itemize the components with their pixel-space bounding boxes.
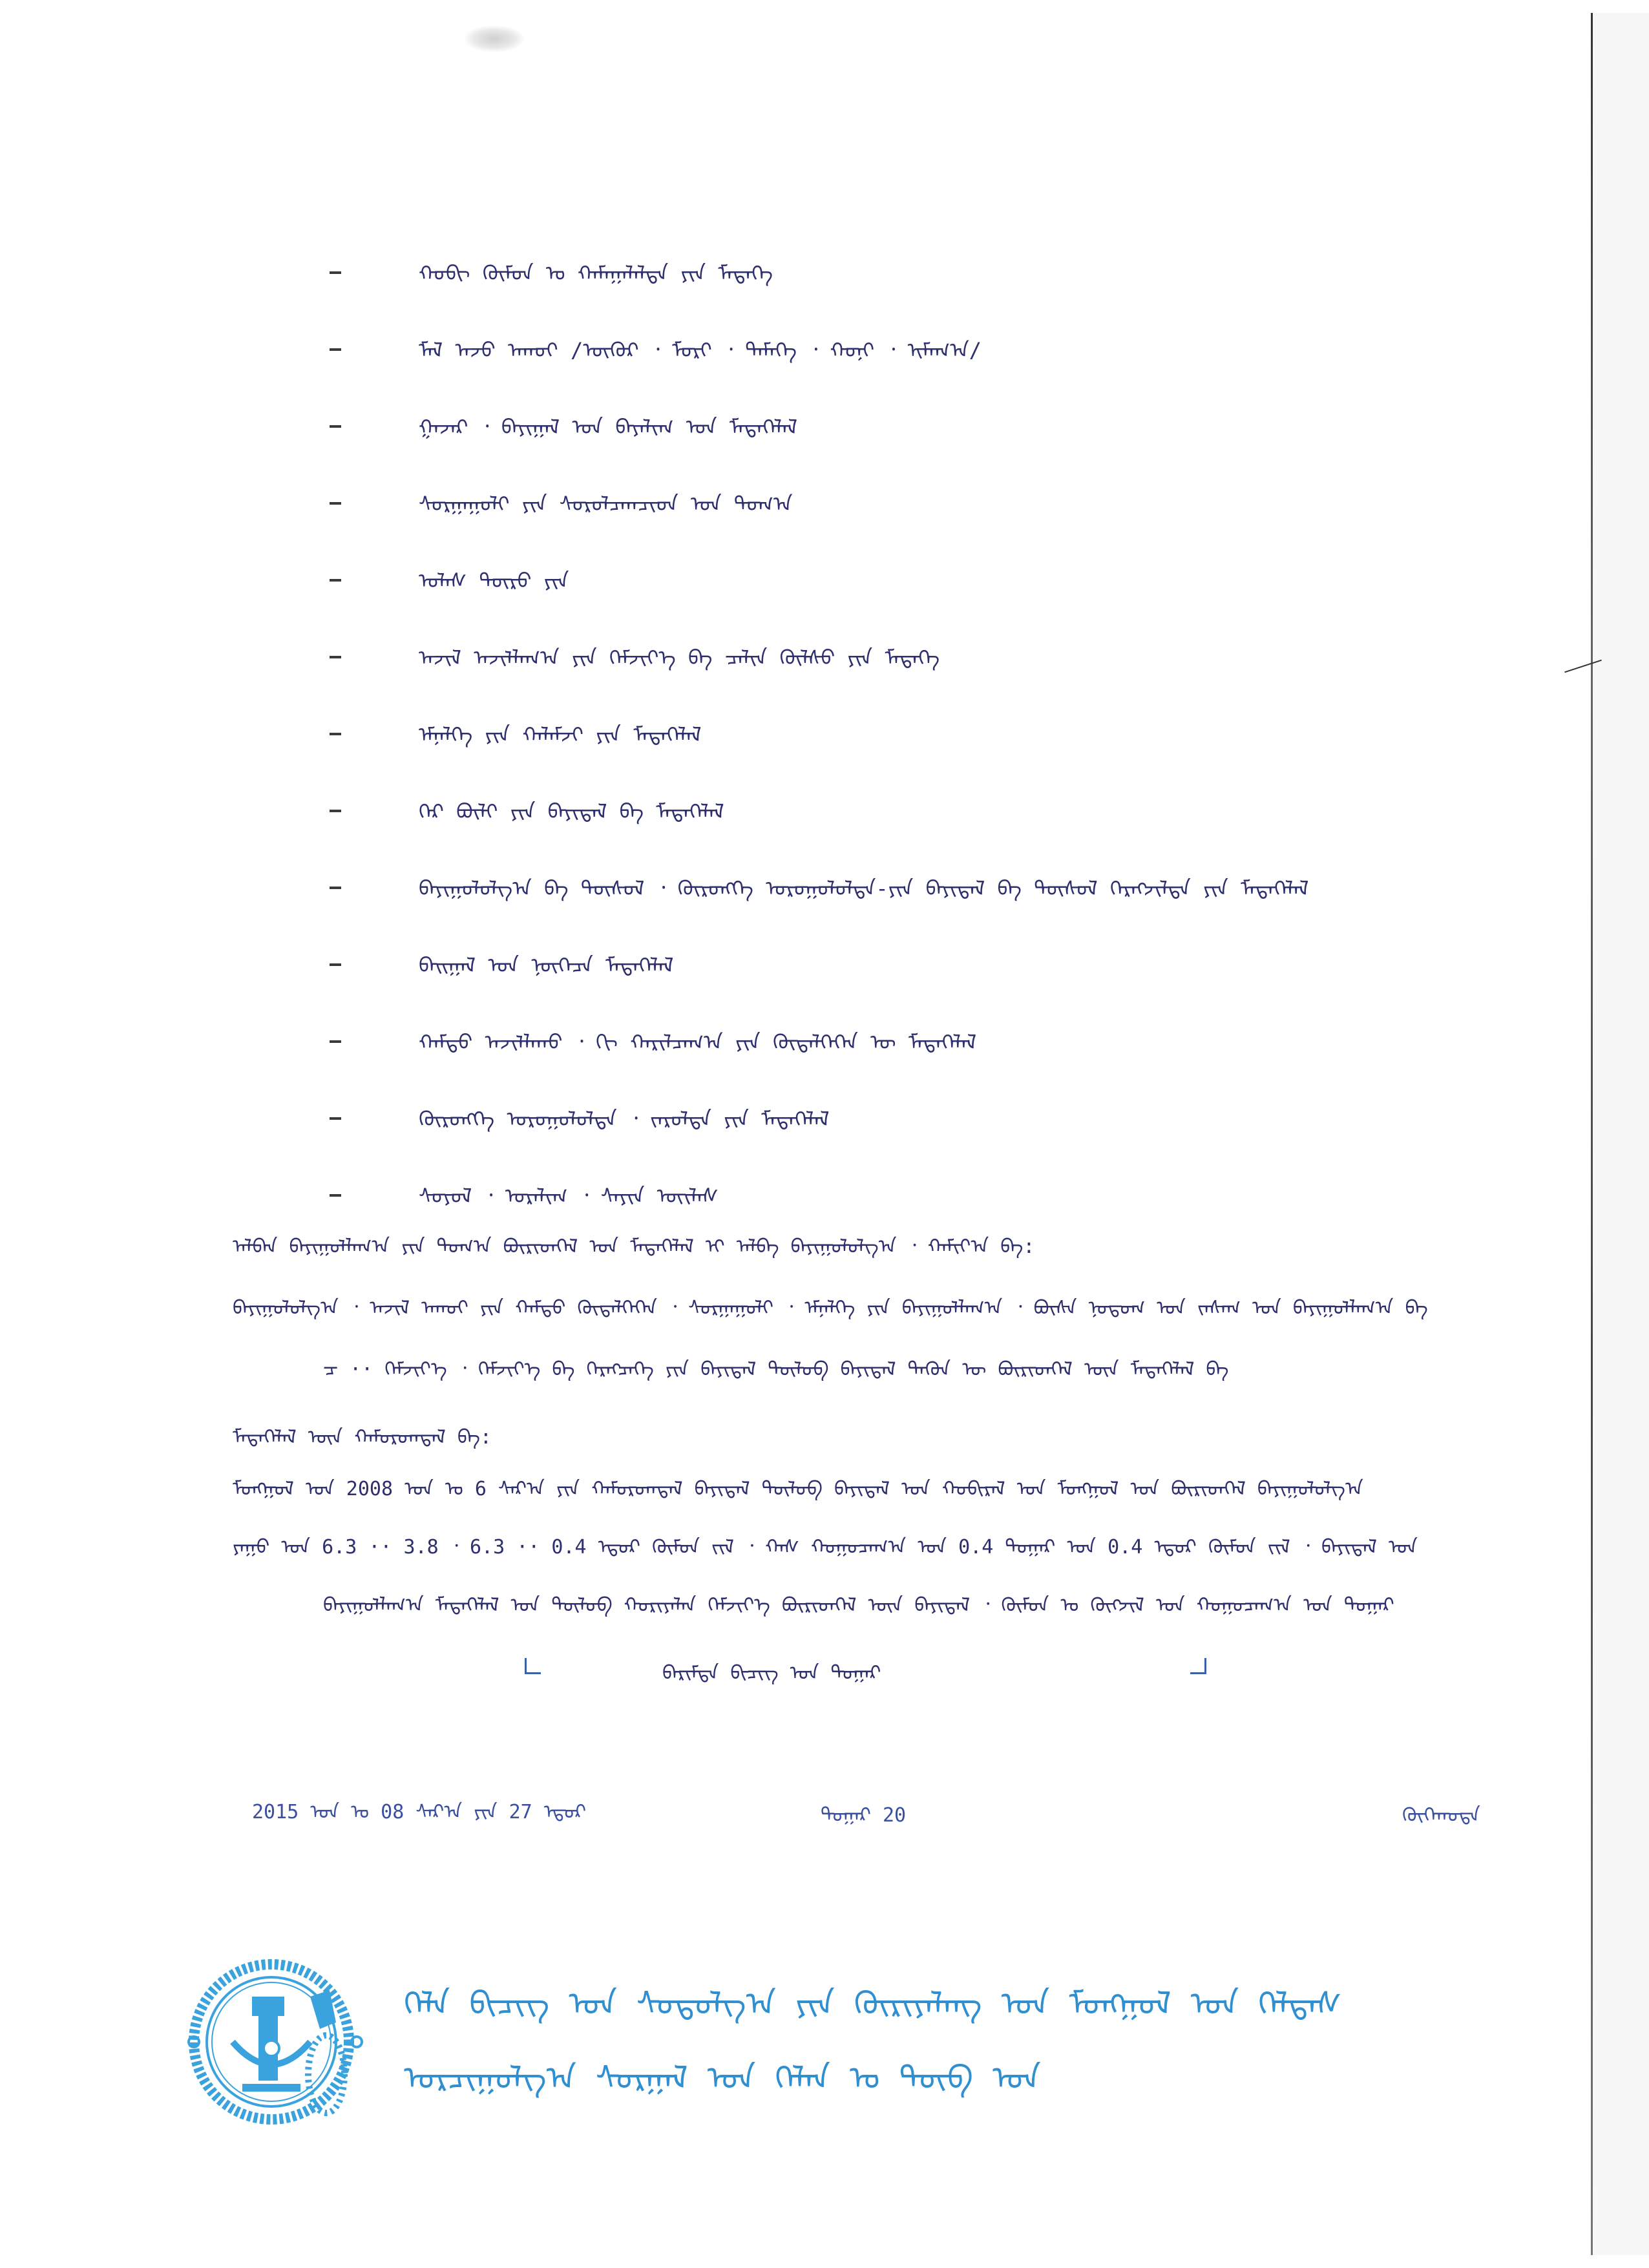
list-item (323, 310, 1551, 386)
list-item (323, 925, 1551, 1002)
dash-bullet-icon (330, 963, 341, 966)
list-item (323, 848, 1551, 925)
list-item-text: ᠪᠠᠢᠭᠠᠯ ᠤᠨ ᠨᠥᠭᠡᠴᠡ ᠮᠡᠳᠡᠭᠡᠯᠡᠯ (419, 953, 674, 978)
document-place: ᠬᠥᠬᠡᠬᠣᠲᠠ (1402, 1804, 1480, 1827)
list-item (323, 386, 1551, 463)
dash-bullet-icon (330, 733, 341, 735)
list-item (323, 233, 1551, 310)
dash-bullet-icon (330, 502, 341, 505)
paragraph-2-heading: ᠮᠡᠳᠡᠭᠡᠯᠡᠯ ᠦᠨ ᠬᠠᠮᠤᠷᠤᠭᠳᠠᠯ ᠪᠠ: (233, 1426, 492, 1449)
list-item (323, 540, 1551, 617)
list-item-text: ᠬᠤᠪᠢ ᠬᠦᠮᠦᠨ ᠤ ᠬᠠᠮᠠᠭᠠᠯᠠᠯᠲᠠ ᠶᠢᠨ ᠮᠡᠳᠡᠭᠡ (419, 261, 773, 286)
list-item-text: ᠰᠣᠶᠣᠯ ᠂ ᠤᠷᠠᠯᠢᠭ ᠂ ᠰᠠᠶᠢᠨ ᠦᠢᠯᠡᠰ (419, 1184, 719, 1208)
stamp-text: ᠪᠠᠷᠢᠮᠲᠠ ᠪᠢᠴᠢᠭ ᠤᠨ ᠳᠤᠭᠠᠷ (662, 1662, 881, 1685)
topic-list (323, 233, 1551, 1232)
list-item-text: ᠠᠵᠢᠯ ᠠᠵᠢᠯᠯᠠᠭ᠎ᠠ ᠶᠢᠨ ᠬᠡᠮᠵᠢᠶ᠎ᠡ ᠪᠠ ᠴᠠᠯᠢᠨ ᠬᠥᠯᠰᠦ ᠶᠢᠨ ᠮᠡᠳᠡᠭᠡ (419, 646, 940, 670)
list-item (323, 1155, 1551, 1232)
paragraph-2-line-3: ᠪᠠᠶᠢᠭᠤᠯᠯᠠᠭ᠎ᠠ ᠮᠡᠳᠡᠭᠡᠯᠡᠯ ᠤᠨ ᠲᠥᠯᠦᠪ ᠬᠤᠷᠢᠶᠠᠯᠠᠨ ᠬᠡᠮᠵᠢᠶ᠎ᠡ ᠪᠦᠷᠢᠳᠬᠡᠯ ᠦᠨ ᠪᠠᠶᠢᠳᠠᠯ ᠂ ᠬᠦᠮᠦᠨ ᠤ ᠬᠥᠭᠵᠢᠯ ᠤᠨ ᠬᠤᠭᠤᠴᠠᠭ᠎ᠠ ᠤᠨ ᠳᠤᠭᠠᠷ (323, 1594, 1394, 1617)
document-date: 2015 ᠣᠨ ᠤ 08 ᠰᠠᠷ᠎ᠠ ᠶᠢᠨ 27 ᠡᠳᠦᠷ (252, 1801, 587, 1823)
list-item (323, 463, 1551, 540)
list-item (323, 617, 1551, 694)
stamp-bracket-right (1190, 1658, 1206, 1674)
list-item-text: ᠭᠡᠷ ᠪᠦᠯᠢ ᠶᠢᠨ ᠪᠠᠶᠢᠳᠠᠯ ᠪᠠ ᠮᠡᠳᠡᠭᠡᠯᠡᠯ (419, 799, 724, 824)
paragraph-2-line-2: ᠶᠠᠭᠤ ᠤᠨ 6.3 ·· 3.8 ᠂ 6.3 ·· 0.4 ᠡᠳᠦᠷ ᠬᠥᠮᠦᠨ ᠵᠢᠯ ᠂ ᠬᠠᠰ ᠬᠤᠭᠤᠴᠠᠭ᠎ᠠ ᠤᠨ 0.4 ᠳᠤᠭᠠᠷ ᠤᠨ 0.4 ᠡᠳᠦᠷ ᠬᠥᠮᠦᠨ ᠵᠢᠯ ᠂ ᠪᠠᠶᠢᠳᠠᠯ ᠤᠨ (233, 1536, 1418, 1559)
dash-bullet-icon (330, 579, 341, 582)
list-item (323, 771, 1551, 848)
dash-bullet-icon (330, 810, 341, 812)
list-item-text: ᠬᠥᠷᠥᠩᠭᠡ ᠣᠷᠤᠭᠤᠯᠤᠯᠲᠠ ᠂ ᠵᠠᠷᠤᠯᠲᠠ ᠶᠢᠨ ᠮᠡᠳᠡᠭᠡᠯᠡᠯ (419, 1107, 830, 1131)
list-item-text: ᠪᠠᠶᠢᠭᠤᠯᠤᠯᠭ᠎ᠠ ᠪᠠ ᠲᠥᠰᠦᠯ ᠂ ᠬᠥᠷᠥᠩᠭᠡ ᠣᠷᠤᠭᠤᠯᠤᠯᠲᠠ-ᠶᠢᠨ ᠪᠠᠶᠢᠳᠠᠯ ᠪᠠ ᠲᠥᠰᠦᠯ ᠬᠡᠷᠡᠭᠵᠢᠯᠲᠡ ᠶᠢᠨ ᠮᠡᠳᠡᠭᠡᠯᠡᠯ (419, 876, 1309, 901)
list-item-text: ᠬᠠᠮᠲᠤ ᠠᠵᠢᠯᠯᠠᠬᠤ ᠂ ᠬᠢ ᠬᠠᠷᠢᠯᠴᠠᠭ᠎ᠠ ᠶᠢᠨ ᠬᠥᠳᠡᠯᠭᠡᠭᠡᠨ ᠦ ᠮᠡᠳᠡᠭᠡᠯᠡᠯ (419, 1030, 977, 1055)
list-item-text: ᠡᠮᠨᠡᠯᠭᠡ ᠶᠢᠨ ᠬᠠᠯᠠᠮᠵᠢ ᠶᠢᠨ ᠮᠡᠳᠡᠭᠡᠯᠡᠯ (419, 722, 702, 747)
scan-edge-line (1591, 13, 1593, 2255)
dash-bullet-icon (330, 271, 341, 274)
dash-bullet-icon (330, 656, 341, 658)
list-item (323, 1078, 1551, 1155)
dash-bullet-icon (330, 887, 341, 889)
paragraph-1-line-3: ᠴ ·· ᠬᠡᠮᠵᠢᠶ᠎ᠡ ᠂ ᠬᠡᠮᠵᠢᠶ᠎ᠡ ᠪᠠ ᠬᠡᠷᠡᠭᠴᠡᠭᠡ ᠶᠢᠨ ᠪᠠᠶᠢᠳᠠᠯ ᠲᠥᠯᠦᠪ ᠪᠠᠶᠢᠳᠠᠯ ᠲᠡᠭᠦᠨ ᠦ ᠪᠦᠷᠢᠳᠬᠡᠯ ᠦᠨ ᠮᠡᠳᠡᠭᠡᠯᠡᠯ ᠪᠠ (323, 1358, 1229, 1381)
dash-bullet-icon (330, 348, 341, 351)
paragraph-2-line-1: ᠮᠣᠩᠭᠣᠯ ᠤᠨ 2008 ᠣᠨ ᠤ 6 ᠰᠠᠷ᠎ᠠ ᠶᠢᠨ ᠬᠠᠮᠤᠷᠤᠭᠳᠠᠯ ᠪᠠᠶᠢᠳᠠᠯ ᠲᠥᠯᠦᠪ ᠪᠠᠶᠢᠳᠠᠯ ᠤᠨ ᠬᠤᠪᠢᠷᠠᠯ ᠤᠨ ᠮᠣᠩᠭᠣᠯ ᠤᠨ ᠪᠦᠷᠢᠳᠬᠡᠯ ᠪᠠᠶᠢᠭᠤᠯᠤᠯᠭ᠎ᠠ (233, 1478, 1363, 1500)
list-item-text: ᠰᠤᠷᠭᠠᠭᠤᠯᠢ ᠶᠢᠨ ᠰᠤᠷᠤᠯᠴᠠᠭᠴᠢᠳ ᠤᠨ ᠲᠣᠭ᠎ᠠ (419, 492, 793, 516)
document-number: ᠳᠤᠭᠠᠷ 20 (821, 1804, 907, 1827)
stamp-bracket-left (525, 1658, 541, 1674)
list-item-text: ᠮᠠᠯ ᠠᠵᠤ ᠠᠬᠤᠢ /ᠦᠬᠦᠷ ᠂ ᠮᠣᠷᠢ ᠂ ᠲᠡᠮᠡᠭᠡ ᠂ ᠬᠣᠨᠢ ᠂ ᠢᠮᠠᠭ᠎ᠠ/ (419, 338, 982, 362)
dash-bullet-icon (330, 1194, 341, 1197)
dash-bullet-icon (330, 1040, 341, 1043)
dash-bullet-icon (330, 425, 341, 428)
institution-name-line-2: ᠣᠷᠴᠢᠭᠤᠯᠭ᠎ᠠ ᠰᠤᠷᠭᠠᠯ ᠤᠨ ᠬᠡᠯᠡᠨ ᠤ ᠲᠥᠪ ᠤᠨ (404, 2059, 1041, 2097)
institution-seal-icon (181, 1945, 368, 2132)
paragraph-1-line-2: ᠪᠠᠶᠢᠭᠤᠯᠤᠯᠭ᠎ᠠ ᠂ ᠠᠵᠢᠯ ᠠᠬᠤᠢ ᠶᠢᠨ ᠬᠠᠮᠲᠤ ᠬᠥᠳᠡᠯᠭᠡᠭᠡᠨ ᠂ ᠰᠤᠷᠭᠠᠭᠤᠯᠢ ᠂ ᠡᠮᠨᠡᠯᠭᠡ ᠶᠢᠨ ᠪᠠᠶᠢᠭᠤᠯᠯᠠᠭ᠎ᠠ ᠂ ᠪᠦᠰᠡ ᠨᠤᠲᠤᠭ ᠤᠨ ᠵᠠᠰᠠᠭ ᠤᠨ ᠪᠠᠶᠢᠭᠤᠯᠯᠠᠭ᠎ᠠ ᠪᠠ (233, 1297, 1428, 1319)
paragraph-1-line-1: ᠠᠯᠪᠠᠨ ᠪᠠᠶᠢᠭᠤᠯᠯᠠᠭ᠎ᠠ ᠶᠢᠨ ᠲᠣᠭ᠎ᠠ ᠪᠦᠷᠢᠳᠬᠡᠯ ᠤᠨ ᠮᠡᠳᠡᠭᠡᠯᠡᠯ ᠢ ᠠᠯᠪᠠ ᠪᠠᠶᠢᠭᠤᠯᠤᠯᠭ᠎ᠠ ᠂ ᠬᠠᠮᠢᠶ᠎ᠠ ᠪᠠ: (233, 1235, 1035, 1258)
list-item (323, 1002, 1551, 1078)
institution-name-line-1: ᠬᠡᠯᠡ ᠪᠢᠴᠢᠭ ᠤᠨ ᠰᠤᠳᠤᠯᠭ᠎ᠠ ᠶᠢᠨ ᠬᠦᠷᠢᠶᠡᠯᠡᠩ ᠤᠨ ᠮᠣᠩᠭᠣᠯ ᠤᠨ ᠬᠡᠯᠲᠡᠰ (404, 1985, 1342, 2022)
list-item-text: ᠭᠠᠵᠠᠷ ᠂ ᠪᠠᠶᠢᠭᠠᠯ ᠤᠨ ᠪᠠᠶᠠᠯᠢᠭ ᠤᠨ ᠮᠡᠳᠡᠭᠡᠯᠡᠯ (419, 415, 798, 439)
dash-bullet-icon (330, 1117, 341, 1120)
scan-smudge (465, 26, 523, 52)
list-item (323, 694, 1551, 771)
scan-edge-shade (1593, 13, 1649, 2255)
list-item-text: ᠤᠯᠠᠰ ᠲᠥᠷᠦ ᠶᠢᠨ (419, 569, 569, 593)
